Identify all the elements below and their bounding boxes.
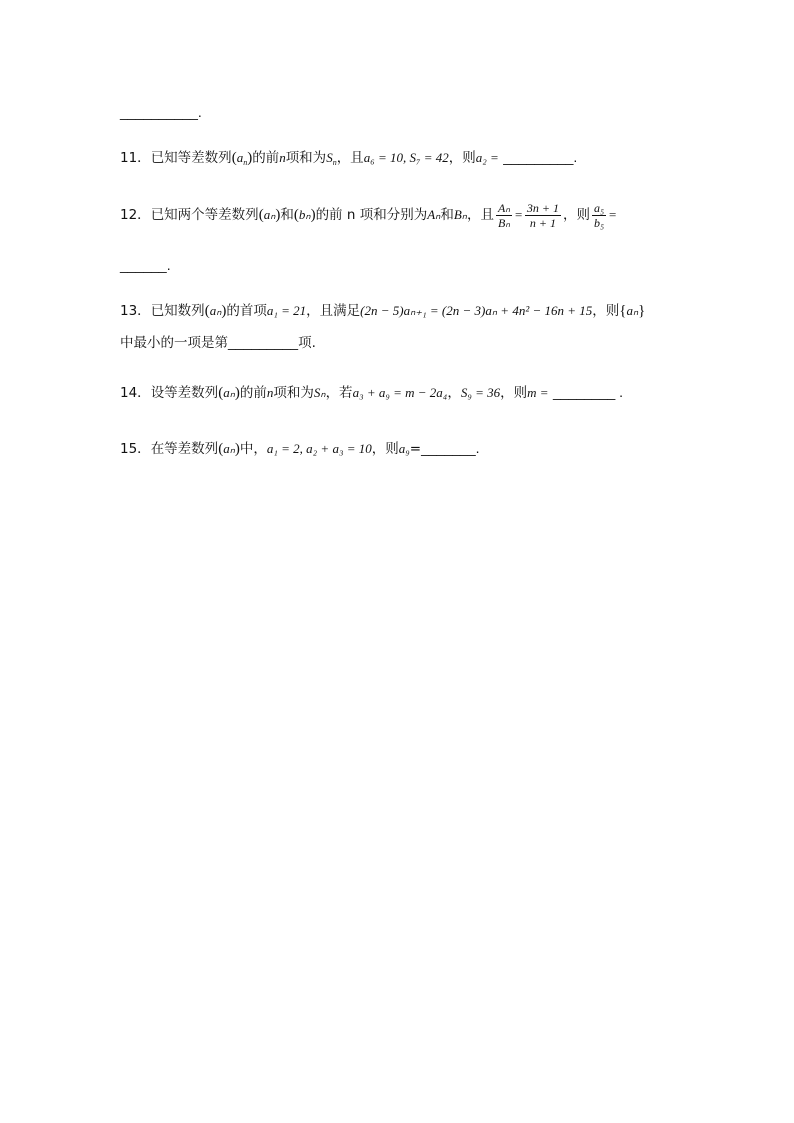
answer-blank: ______.: [120, 257, 171, 273]
condition-formula: a₁ = 2, a₂ + a₃ = 10: [266, 441, 372, 456]
sequence-symbol: (aₙ): [218, 441, 240, 457]
condition-formula: a₆ = 10, S₇ = 42: [363, 150, 449, 165]
question-text: ，且满足: [306, 303, 361, 319]
question-14: [120, 380, 700, 405]
sum-B-symbol: Bₙ: [453, 207, 467, 222]
question-text: 的前: [239, 385, 267, 401]
question-number: 13．: [120, 303, 151, 319]
asked-variable: m =: [527, 385, 549, 400]
asked-term: a₉: [398, 441, 410, 456]
question-text: 项.: [298, 335, 316, 351]
recurrence-formula: (2n − 5)aₙ₊₁ = (2n − 3)aₙ + 4n² − 16n + 15: [360, 303, 593, 318]
question-12: [120, 200, 700, 230]
question-text: ，: [447, 385, 461, 401]
sequence-a-symbol: (aₙ): [258, 207, 281, 223]
asked-fraction: $\frac{\text{a₅}}{\text{b₅}}$: [593, 200, 605, 230]
variable-n: n: [279, 150, 286, 165]
question-text: 的前 n 项和分别为: [315, 207, 428, 223]
sequence-symbol: (aₙ): [218, 385, 240, 401]
question-text: 已知两个等差数列: [150, 207, 259, 223]
ratio-fraction: $\frac{\text{Aₙ}}{\text{Bₙ}}$: [497, 200, 511, 230]
question-text: 项和为: [285, 150, 327, 166]
condition-formula: a₃ + a₉ = m − 2a₄: [352, 385, 448, 400]
question-text: 已知数列: [150, 303, 205, 319]
question-text: 项和为: [273, 385, 314, 401]
question-text: ，则: [371, 441, 399, 457]
question-text: ，则: [562, 207, 590, 223]
question-text: 的首项: [226, 303, 267, 319]
question-text: ，且: [336, 150, 364, 166]
question-11: [120, 145, 700, 175]
question-text: ，且: [466, 207, 494, 223]
question-text: ，则: [592, 303, 620, 319]
sequence-symbol: $(a_n)$: [231, 150, 253, 167]
question-number: 15．: [120, 441, 151, 457]
question-number: 14．: [120, 385, 151, 401]
question-15: [120, 436, 700, 461]
equals-sign: =: [608, 207, 617, 222]
first-term: a₁ = 21: [266, 303, 307, 318]
question-text: =: [409, 441, 422, 457]
sequence-symbol: (aₙ): [204, 303, 227, 319]
question-12-line2: [120, 253, 700, 278]
sum-symbol: $S_n$: [326, 150, 337, 167]
answer-blank: _________.: [503, 149, 578, 165]
question-text: ，则: [448, 150, 476, 166]
question-text: 中最小的一项是第: [120, 335, 228, 351]
question-number: 11．: [120, 150, 151, 166]
question-text: 和: [440, 207, 454, 223]
sum-symbol: Sₙ: [313, 385, 326, 400]
question-text: 在等差数列: [150, 441, 219, 457]
question-13: [120, 299, 700, 323]
question-text: 和: [280, 207, 294, 223]
question-text: 中，: [239, 441, 267, 457]
sequence-symbol: {aₙ}: [619, 303, 646, 319]
variable-n: n: [266, 385, 274, 400]
sequence-b-symbol: (bₙ): [293, 207, 316, 223]
answer-blank: _________: [228, 334, 299, 350]
question-text: 已知等差数列: [150, 150, 232, 166]
asked-term: a₂ =: [475, 150, 499, 165]
previous-question-fragment: [120, 100, 700, 125]
question-13-line2: [120, 330, 700, 355]
question-text: ，若: [325, 385, 353, 401]
equals-sign: =: [514, 207, 523, 222]
question-number: 12．: [120, 207, 151, 223]
answer-blank: _______.: [421, 440, 480, 456]
given-fraction: $\frac{3n + 1}{n + 1}$: [526, 200, 559, 230]
sum-condition: S₉ = 36: [460, 385, 501, 400]
question-text: 设等差数列: [150, 385, 219, 401]
question-text: ，则: [500, 385, 528, 401]
answer-blank: ________ .: [553, 384, 624, 400]
question-text: 的前: [252, 150, 280, 166]
sum-A-symbol: Aₙ: [427, 207, 441, 222]
answer-blank: __________.: [120, 104, 202, 120]
